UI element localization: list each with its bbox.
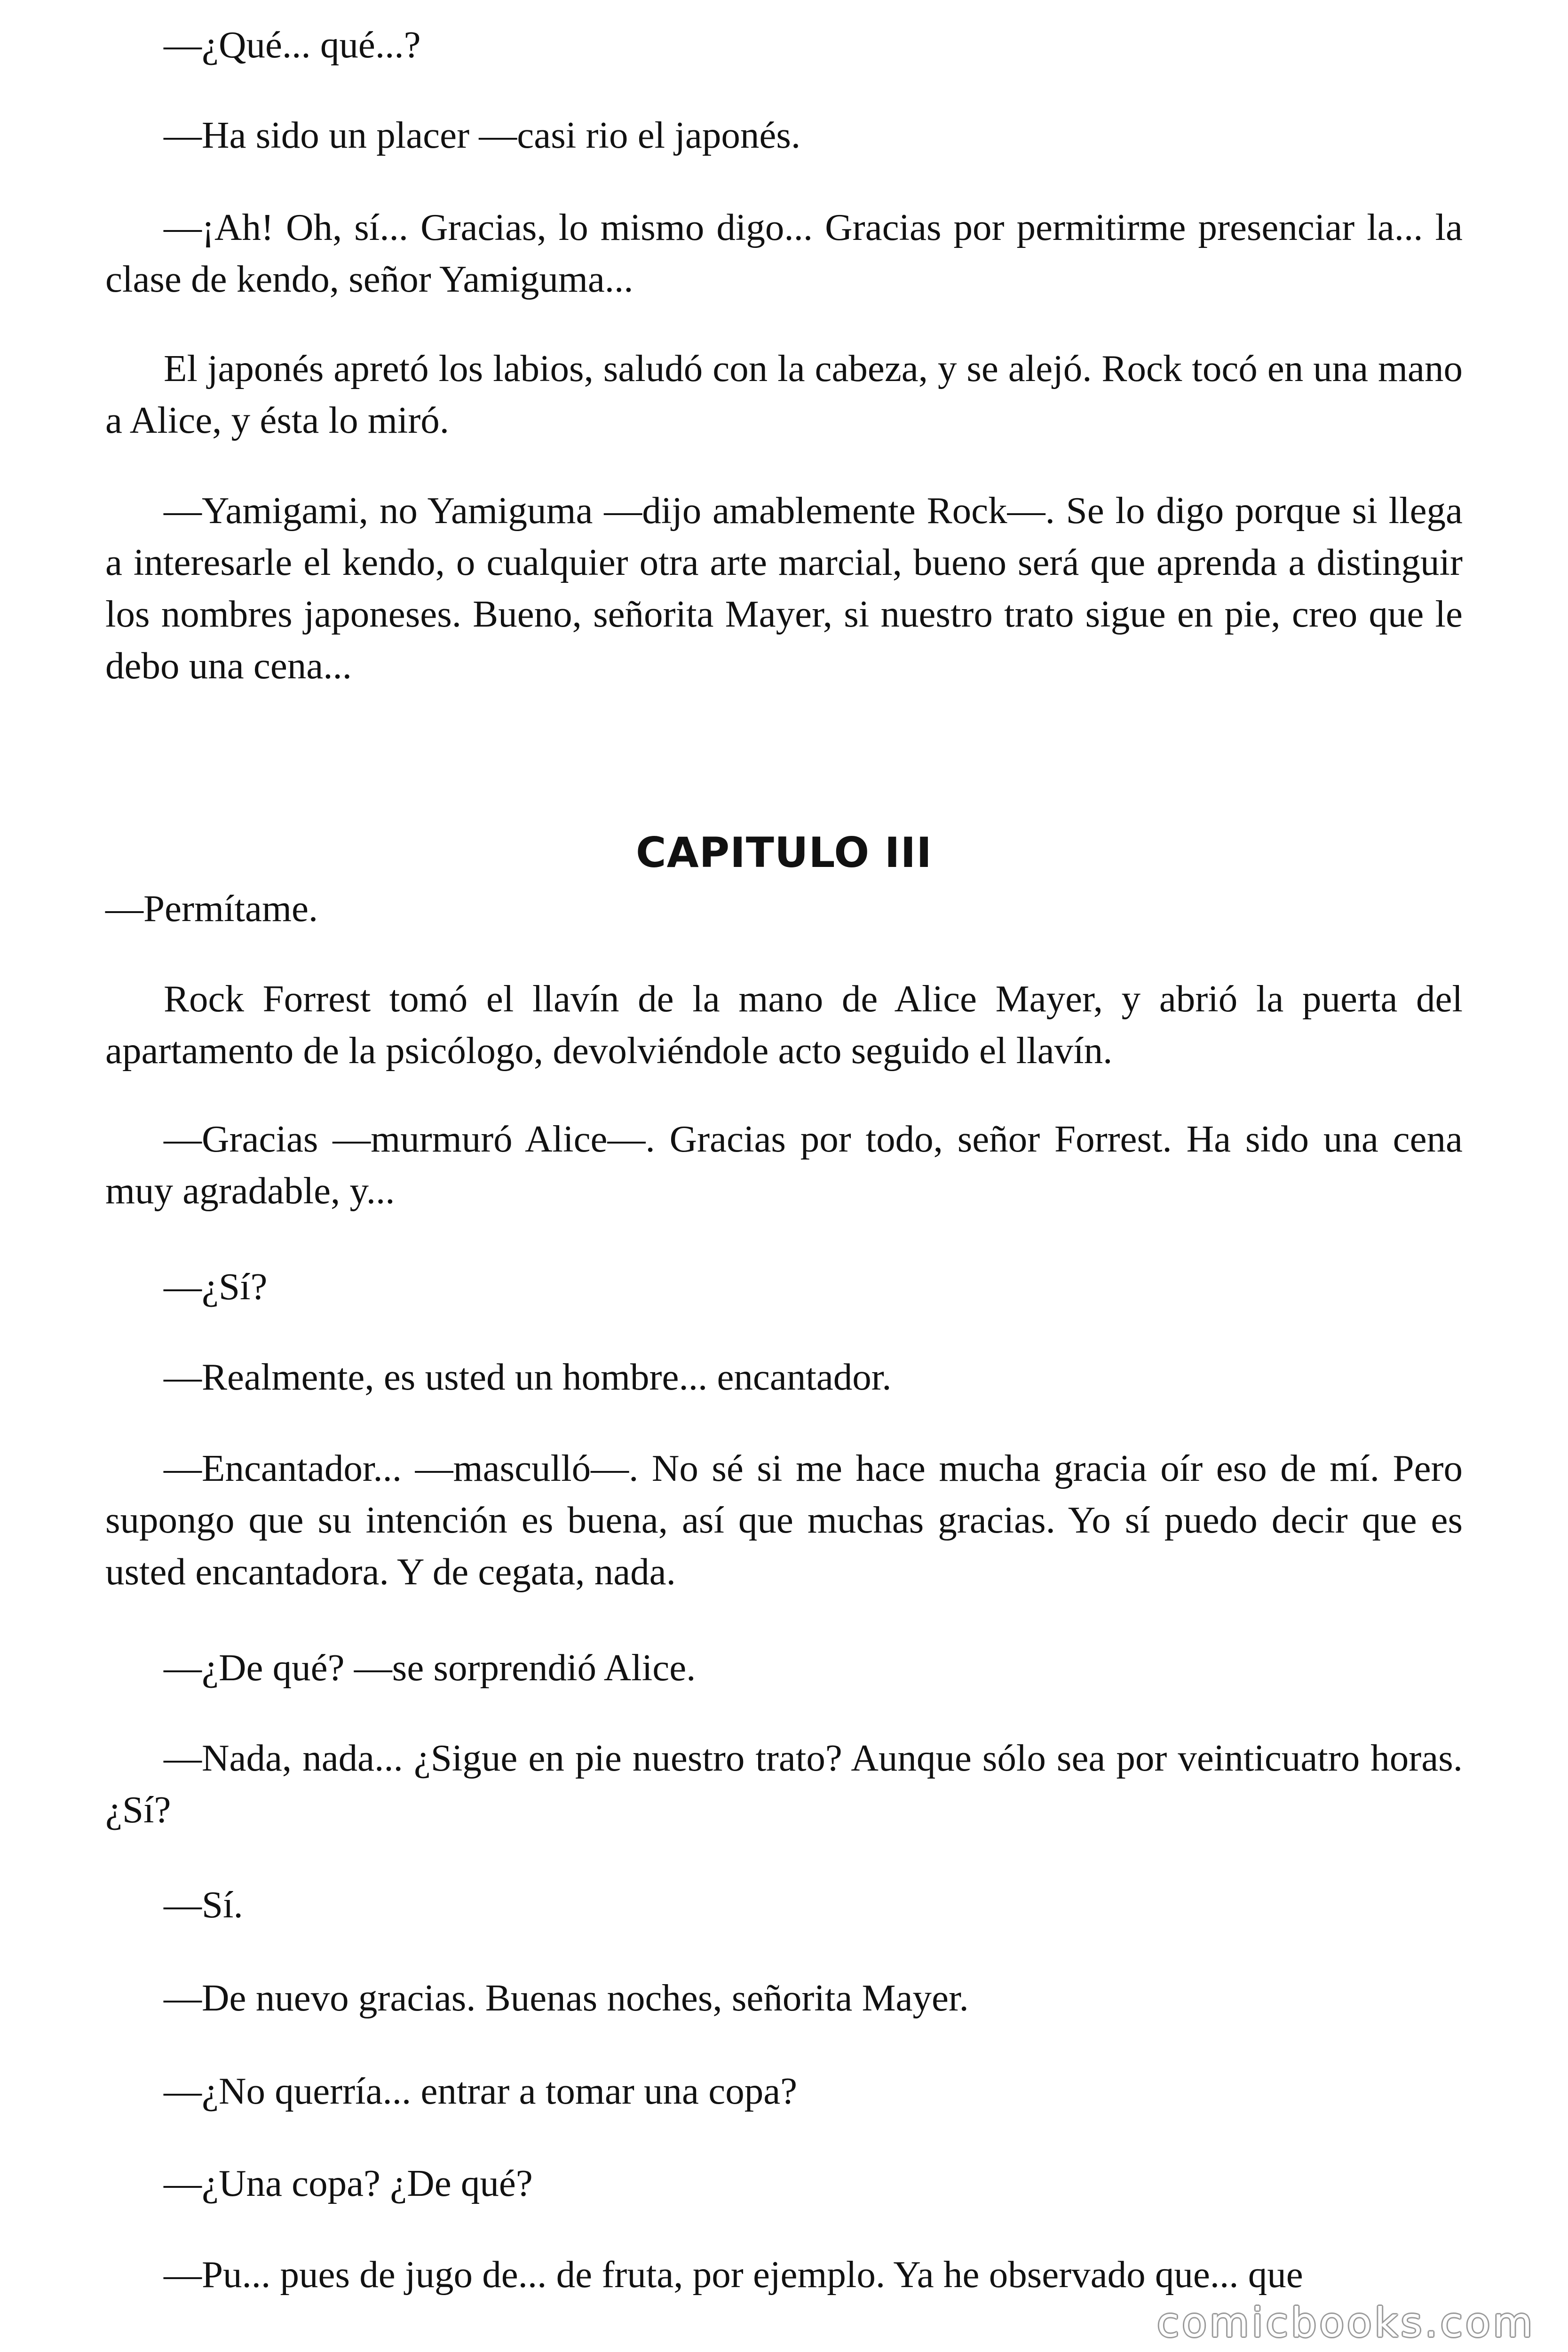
paragraph-1: —¿Qué... qué...? <box>164 24 421 66</box>
paragraph-13: —Nada, nada... ¿Sigue en pie nuestro trato? Aunque sólo sea por veinticuatro horas. ¿Sí? <box>105 1737 1463 1831</box>
paragraph-9: —¿Sí? <box>164 1265 268 1308</box>
paragraph-12: —¿De qué? —se sorprendió Alice. <box>164 1646 696 1689</box>
paragraph-3: —¡Ah! Oh, sí... Gracias, lo mismo digo... Gracias por permitirme presenciar la... la clase de kendo, señor Yamiguma... <box>105 206 1463 300</box>
chapter-heading: CAPITULO III <box>635 828 933 877</box>
paragraph-18: —Pu... pues de jugo de... de fruta, por ejemplo. Ya he observado que... que <box>164 2253 1303 2296</box>
watermark-logo: comicbooks.com <box>1157 2299 1536 2346</box>
paragraph-2: —Ha sido un placer —casi rio el japonés. <box>164 114 801 156</box>
paragraph-10: —Realmente, es usted un hombre... encantador. <box>164 1356 892 1398</box>
paragraph-15: —De nuevo gracias. Buenas noches, señorita Mayer. <box>164 1977 969 2019</box>
paragraph-17: —¿Una copa? ¿De qué? <box>164 2162 533 2204</box>
paragraph-11: —Encantador... —masculló—. No sé si me hace mucha gracia oír eso de mí. Pero supongo que su intención es buena, así que muchas gracias. Yo sí puedo decir que es usted encantadora. Y de cegata, nada. <box>105 1447 1463 1593</box>
paragraph-6: —Permítame. <box>105 887 318 930</box>
paragraph-7: Rock Forrest tomó el llavín de la mano de Alice Mayer, y abrió la puerta del apartamento de la psicólogo, devolviéndole acto seguido el llavín. <box>105 977 1463 1072</box>
paragraph-14: —Sí. <box>164 1883 243 1926</box>
paragraph-4: El japonés apretó los labios, saludó con la cabeza, y se alejó. Rock tocó en una mano a Alice, y ésta lo miró. <box>105 347 1463 441</box>
paragraph-16: —¿No querría... entrar a tomar una copa? <box>164 2070 798 2112</box>
paragraph-5: —Yamigami, no Yamiguma —dijo amablemente Rock—. Se lo digo porque si llega a interesarle el kendo, o cualquier otra arte marcial, bueno será que aprenda a distinguir los nombres japoneses. Bueno, señorita Mayer, si nuestro trato sigue en pie, creo que le debo una cena... <box>105 489 1463 687</box>
paragraph-8: —Gracias —murmuró Alice—. Gracias por todo, señor Forrest. Ha sido una cena muy agradable, y... <box>105 1118 1463 1212</box>
